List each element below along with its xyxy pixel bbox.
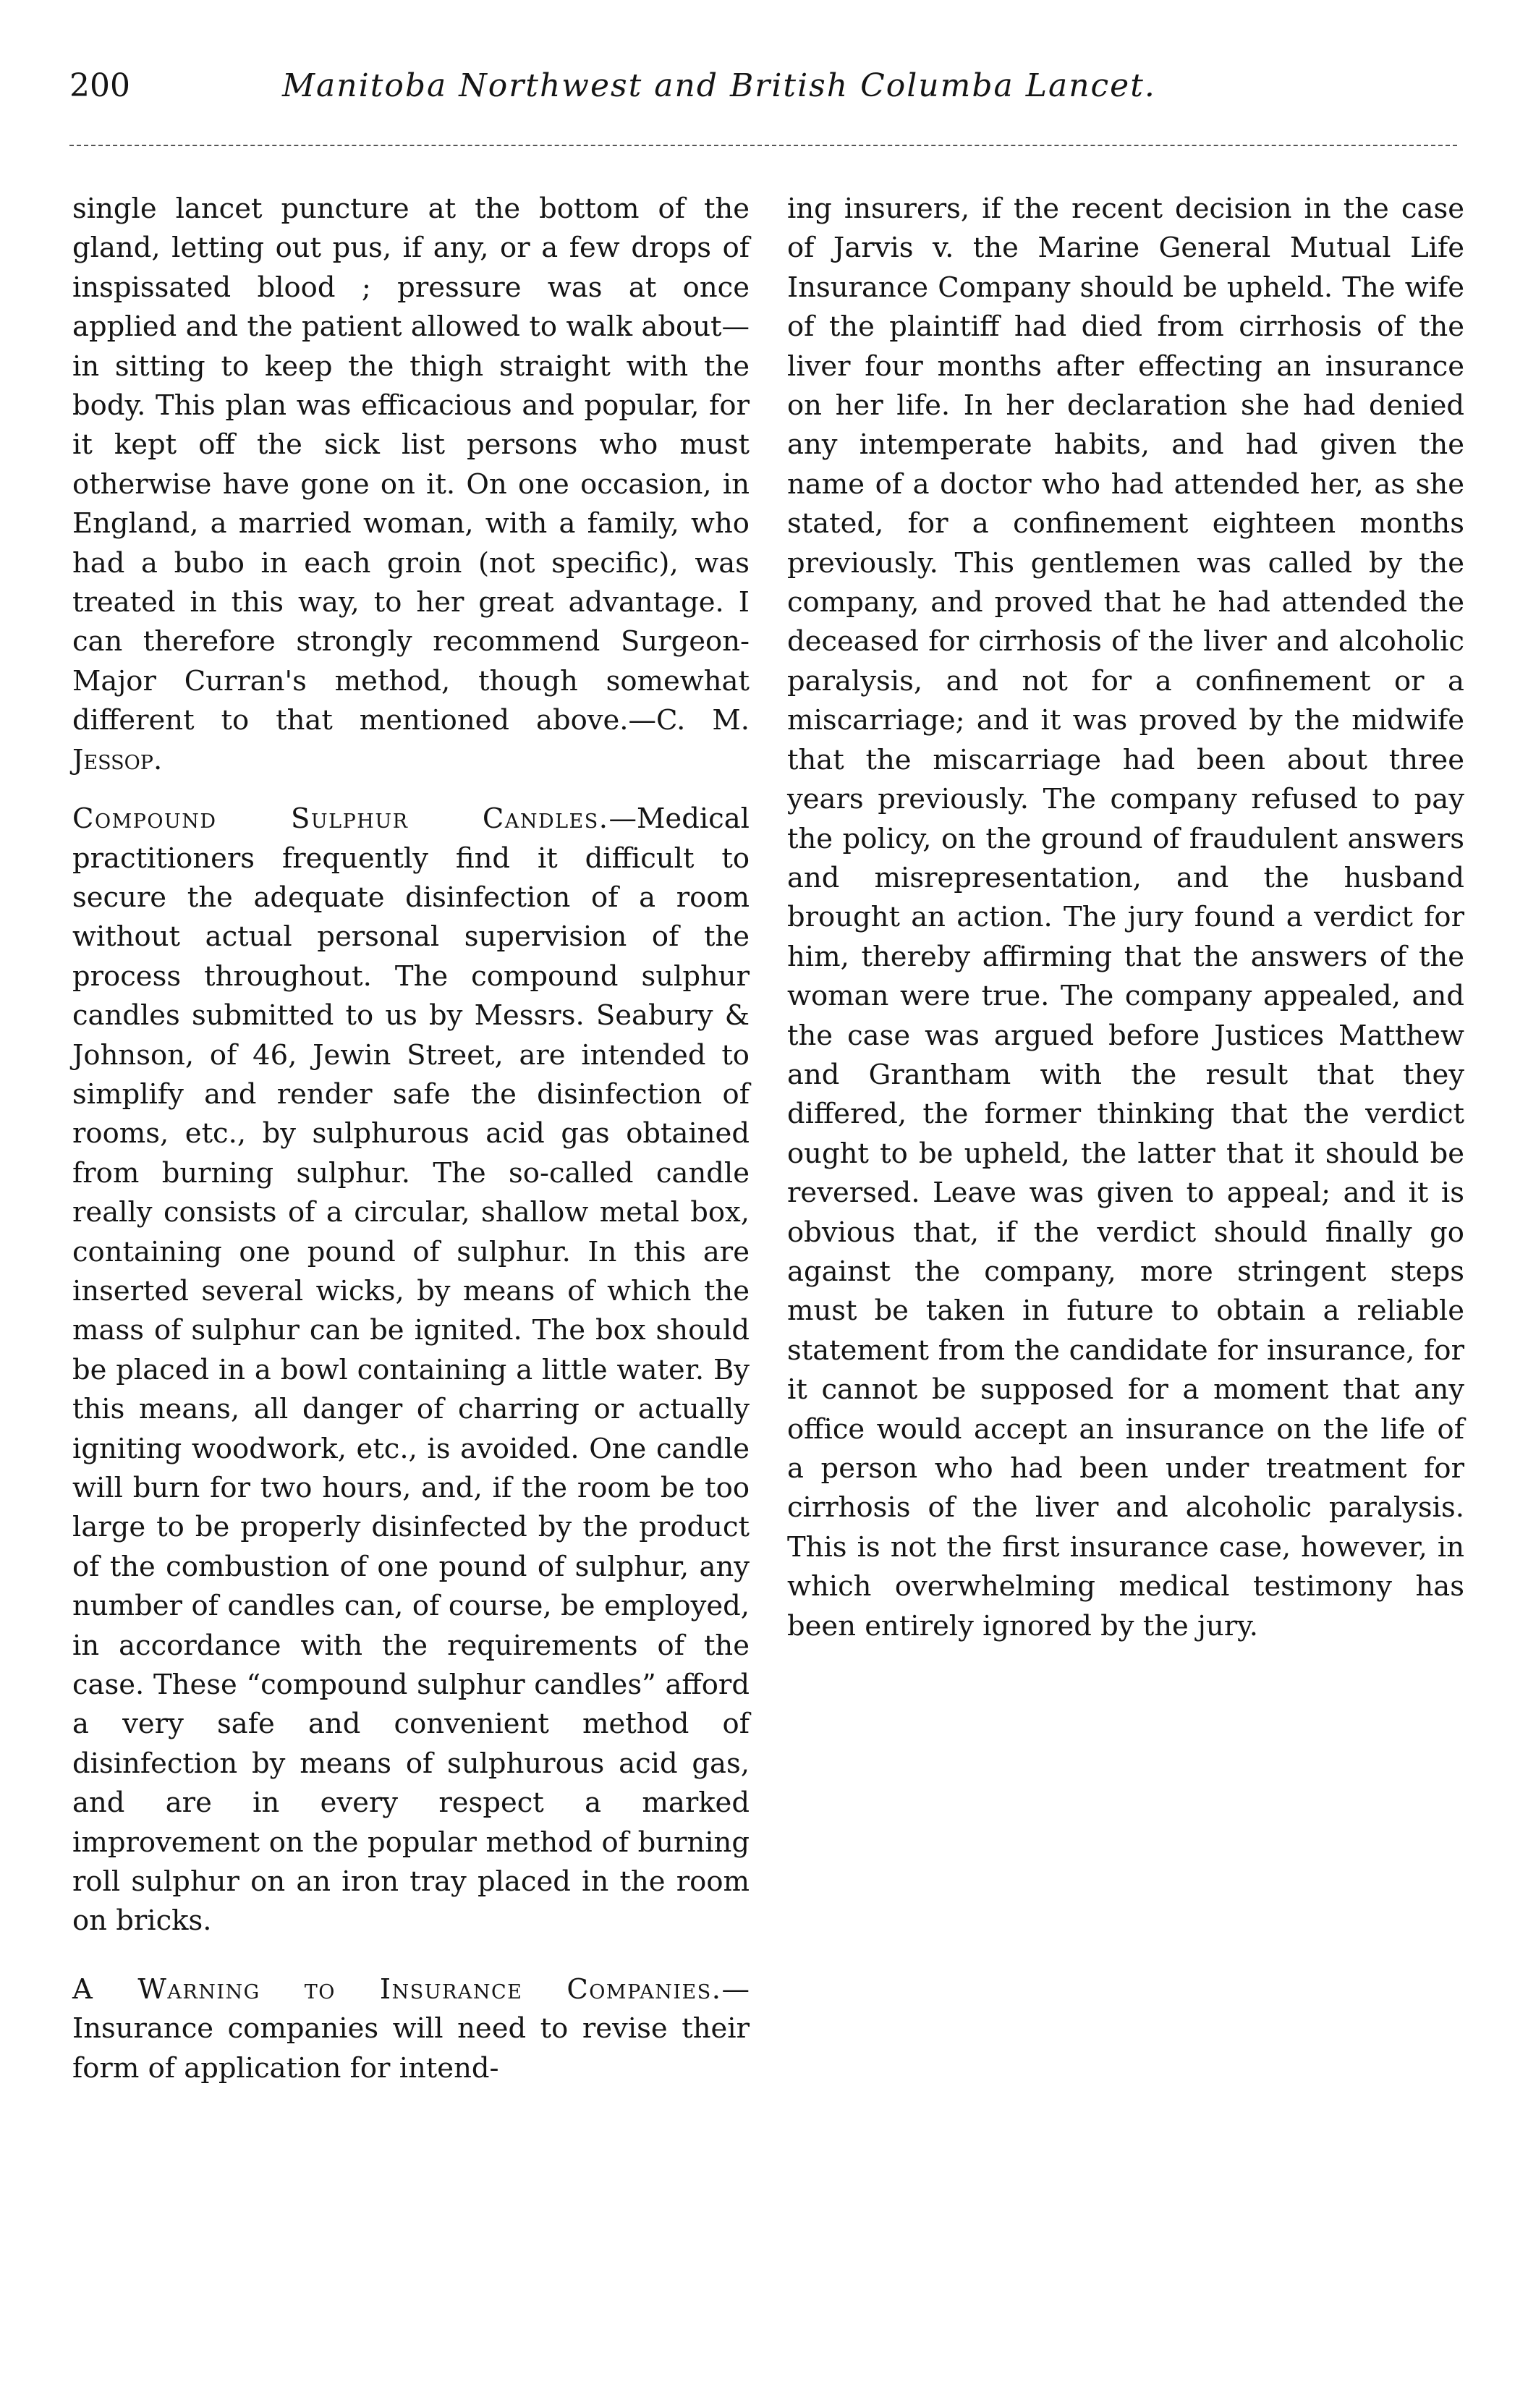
- paragraph-insurance-continued: ing insurers, if the recent decision in the case of Jarvis v. the Marine General Mutual Life Insurance Company should be upheld. The wife of the plaintiff had died from cirrhosis of the liver four months after effecting an insurance on her life. In her declaration she had denied any intemperate habits, and had given the name of a doctor who had attended her, as she stated, for a confinement eighteen months previously. This gentlemen was called by the company, and proved that he had attended the deceased for cirrhosis of the liver and alcoholic paralysis, and not for a confinement or a miscarriage; and it was proved by the midwife that the miscarriage had been about three years previously. The company refused to pay the policy, on the ground of fraudulent answers and misrepresentation, and the husband brought an action. The jury found a verdict for him, thereby affirming that the answers of the woman were true. The company appealed, and the case was argued before Justices Matthew and Grantham with the result that they differed, the former thinking that the verdict ought to be upheld, the latter that it should be reversed. Leave was given to appeal; and it is obvious that, if the verdict should finally go against the company, more stringent steps must be taken in future to obtain a reliable statement from the candidate for insurance, for it cannot be supposed for a moment that any office would accept an insurance on the life of a person who had been under treatment for cirrhosis of the liver and alcoholic paralysis. This is not the first insurance case, however, in which overwhelming medical testimony has been entirely ignored by the jury.: [787, 192, 1464, 1642]
- section-heading-insurance-warning: A Warning to Insurance Companies.: [72, 1972, 722, 2006]
- journal-title: Manitoba Northwest and British Columba Lancet.: [282, 67, 1156, 104]
- paragraph-insurance-warning: [72, 1970, 750, 2088]
- paragraph-text: —Medical practitioners frequently find it difficult to secure the adequate disinfection of a room without actual personal supervision of the process throughout. The compound sulphur candles submitted to us by Messrs. Seabury & Johnson, of 46, Jewin Street, are intended to simplify and render safe the disinfection of rooms, etc., by sulphurous acid gas obtained from burning sulphur. The so-called candle really consists of a circular, shallow metal box, containing one pound of sulphur. In this are inserted several wicks, by means of which the mass of sulphur can be ignited. The box should be placed in a bowl containing a little water. By this means, all danger of charring or actually igniting woodwork, etc., is avoided. One candle will burn for two hours, and, if the room be too large to be properly disinfected by the product of the combustion of one pound of sulphur, any number of candles can, of course, be employed, in accordance with the requirements of the case. These “compound sulphur candles” afford a very safe and convenient method of disinfection by means of sulphurous acid gas, and are in every respect a marked improvement on the popular method of burning roll sulphur on an iron tray placed in the room on bricks.: [72, 802, 750, 1938]
- page-number: 200: [69, 67, 130, 104]
- paragraph-sulphur-candles: [72, 800, 750, 1941]
- right-column: [787, 190, 1464, 1646]
- section-heading-sulphur-candles: Compound Sulphur Candles.: [72, 802, 609, 836]
- author-signature: C. M. Jessop.: [72, 704, 750, 776]
- header-divider: [69, 145, 1457, 146]
- left-column: [72, 190, 750, 2088]
- paragraph-text: —Insurance companies will need to revise their form of application for intend-: [72, 1972, 750, 2085]
- paragraph-text: single lancet puncture at the bottom of the gland, letting out pus, if any, or a few drops of inspissated blood ; pressure was at once applied and the patient allowed to walk about—in sitting to keep the thigh straight with the body. This plan was efficacious and popular, for it kept off the sick list persons who must otherwise have gone on it. On one occasion, in England, a married woman, with a family, who had a bubo in each groin (not specific), was treated in this way, to her great advantage. I can therefore strongly recommend Surgeon-Major Curran's method, though somewhat different to that mentioned above.—: [72, 192, 750, 737]
- paragraph-bubo-treatment: [72, 190, 750, 780]
- running-head: [69, 61, 1459, 111]
